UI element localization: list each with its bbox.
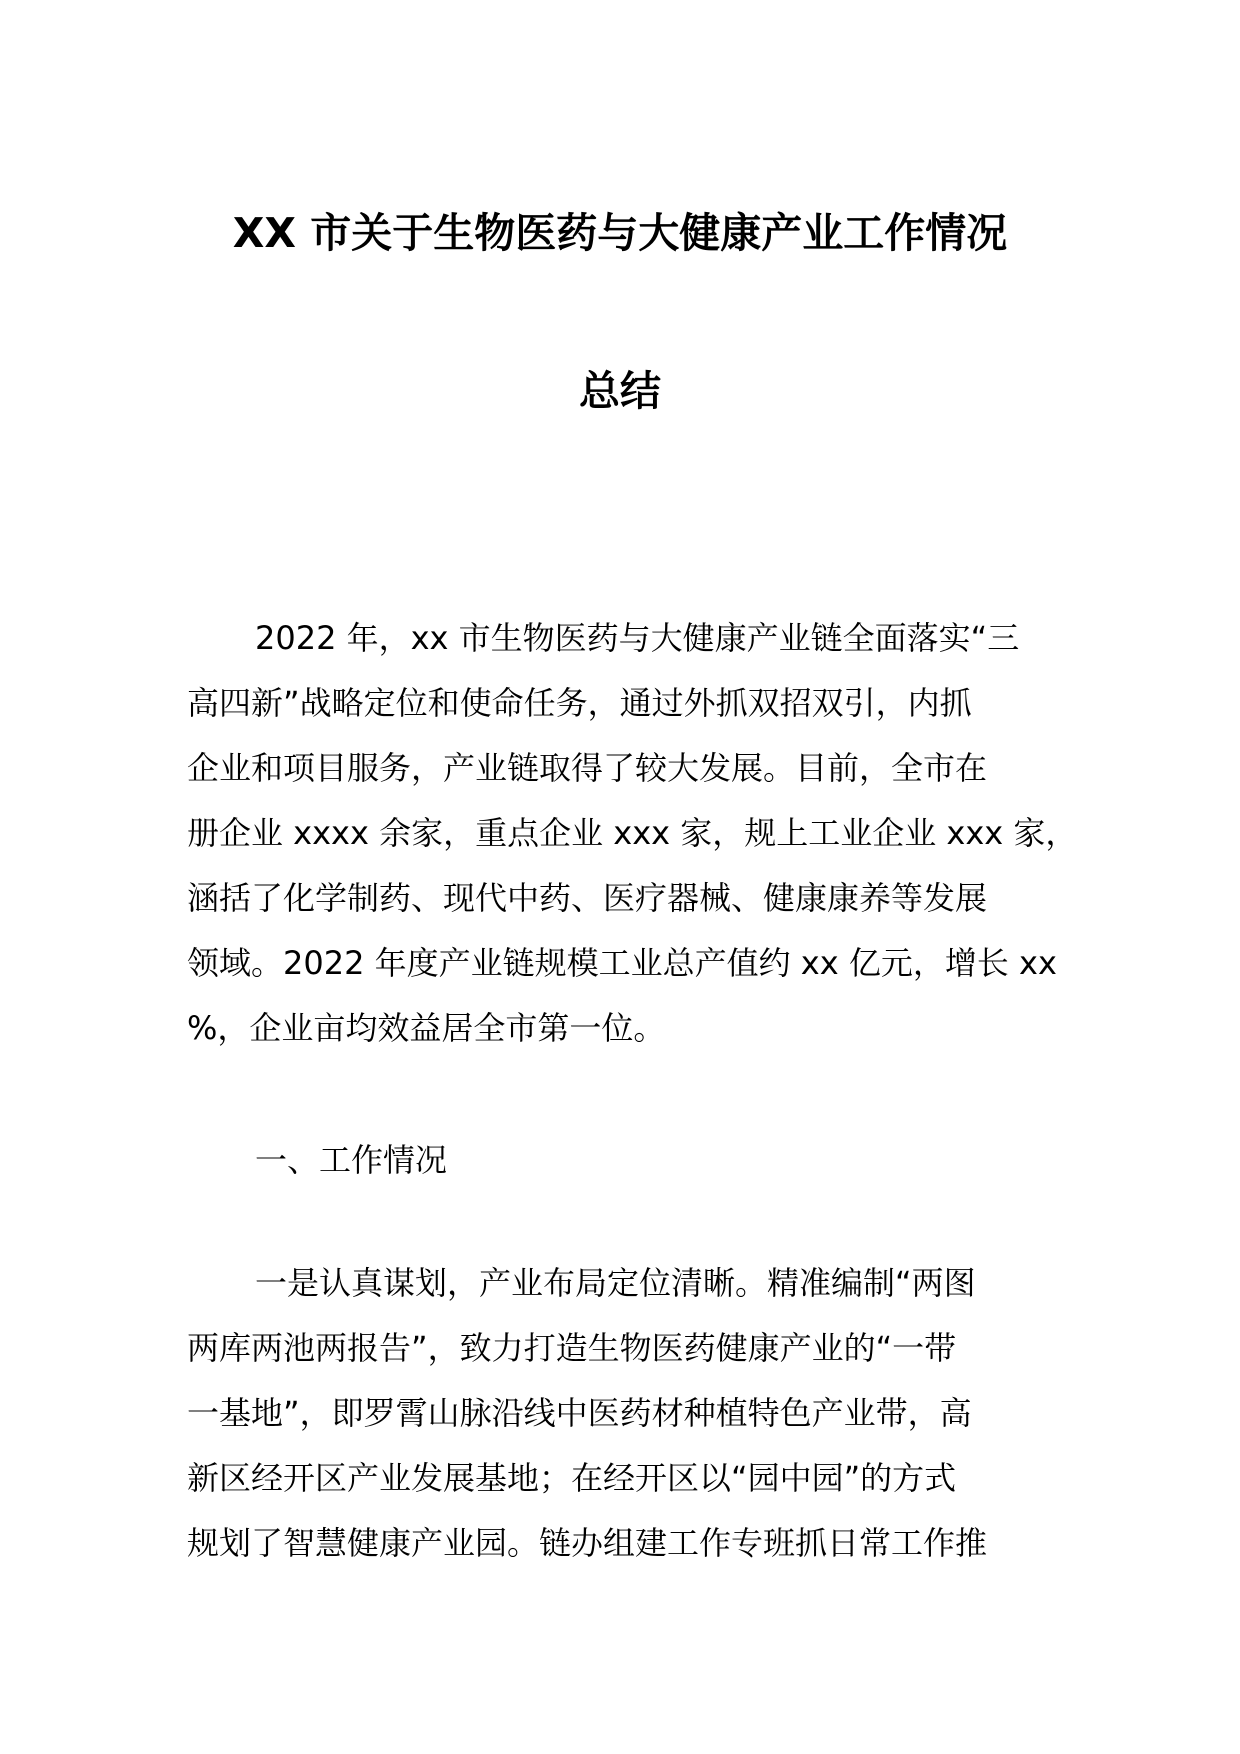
section-heading — [187, 1128, 1055, 1193]
work-paragraph — [187, 1251, 1055, 1576]
document-title-line-1: XX 市关于生物医药与大健康产业工作情况 — [232, 209, 1008, 257]
paragraph-line: 一是认真谋划，产业布局定位清晰。精准编制“两图 — [255, 1264, 976, 1302]
paragraph-line: 一基地”，即罗霄山脉沿线中医药材种植特色产业带，高 — [187, 1394, 972, 1432]
paragraph-line: 高四新”战略定位和使命任务，通过外抓双招双引，内抓 — [187, 684, 972, 722]
paragraph-line: 两库两池两报告”，致力打造生物医药健康产业的“一带 — [187, 1329, 957, 1367]
section-heading-text: 一、工作情况 — [255, 1141, 448, 1179]
paragraph-line: 规划了智慧健康产业园。链办组建工作专班抓日常工作推 — [187, 1524, 988, 1562]
document-title-line-2: 总结 — [579, 367, 661, 415]
paragraph-line: 新区经开区产业发展基地；在经开区以“园中园”的方式 — [187, 1459, 957, 1497]
paragraph-line: %，企业亩均效益居全市第一位。 — [187, 1009, 666, 1047]
paragraph-line: 领域。2022 年度产业链规模工业总产值约 xx 亿元，增长 xx — [187, 944, 1057, 982]
paragraph-line: 企业和项目服务，产业链取得了较大发展。目前，全市在 — [187, 749, 988, 787]
paragraph-line: 2022 年，xx 市生物医药与大健康产业链全面落实“三 — [255, 619, 1020, 657]
intro-paragraph — [187, 606, 1078, 1061]
paragraph-line: 涵括了化学制药、现代中药、医疗器械、健康康养等发展 — [187, 879, 988, 917]
paragraph-line: 册企业 xxxx 余家，重点企业 xxx 家，规上工业企业 xxx 家， — [187, 814, 1078, 852]
